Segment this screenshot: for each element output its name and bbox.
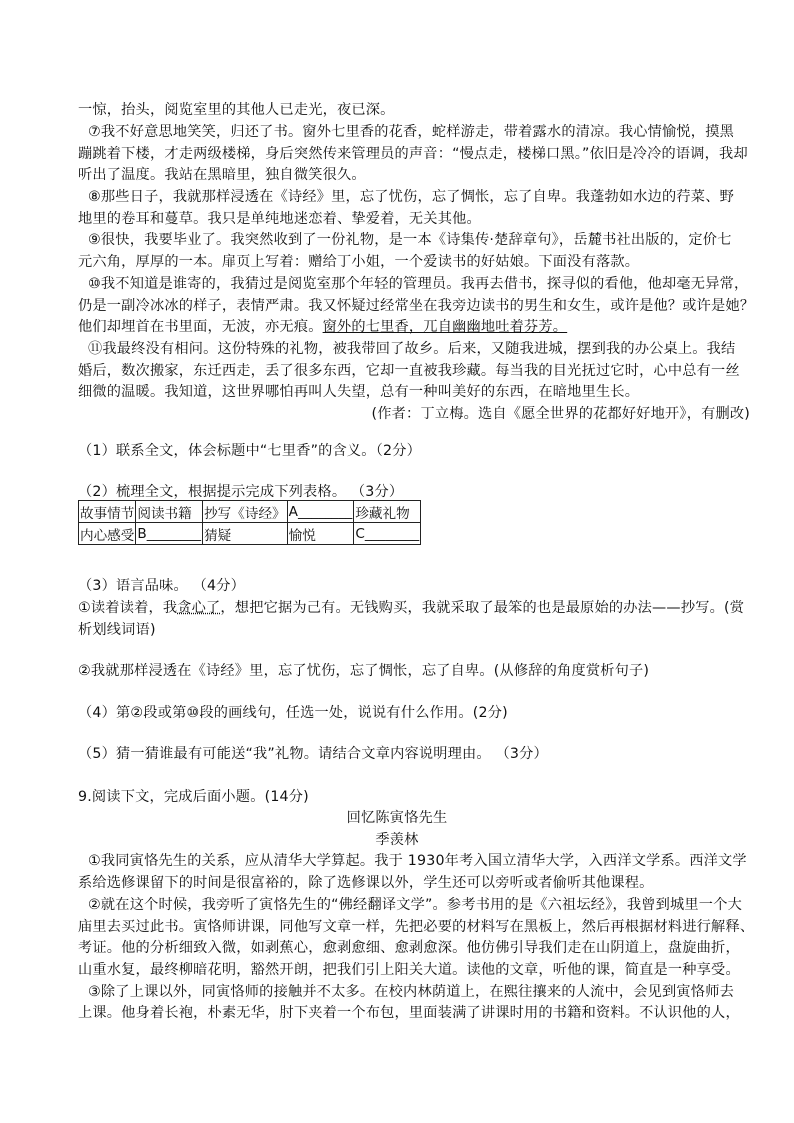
article-title: 回忆陈寅恪先生 — [346, 810, 448, 826]
plot-feeling-table — [78, 500, 421, 545]
story-line: 元六角，厚厚的一本。扉页上写着：赠给丁小姐，一个爱读书的好姑娘。下面没有落款。 — [78, 254, 640, 270]
article-line: 上课。他身着长袍，朴素无华，肘下夹着一个布包，里面装满了讲课时用的书籍和资料。不认识他的人， — [78, 1005, 740, 1021]
question-1: （1）联系全文，体会标题中“七里香”的含义。（2分） — [78, 443, 421, 459]
table-cell: C________ — [354, 523, 421, 545]
question-text: ，想把它据为己有。无钱购买，我就采取了最笨的也是最原始的办法——抄写。(赏 — [220, 600, 745, 616]
article-author: 季羡林 — [375, 832, 419, 848]
article-line: 庙里去买过此书。寅恪师讲课，同他写文章一样，先把必要的材料写在黑板上，然后再根据材料进行解释、 — [78, 919, 755, 935]
article-line: 系给选修课留下的时间是很富裕的，除了选修课以外，学生还可以旁听或者偷听其他课程。 — [78, 875, 654, 891]
article-paragraph-3: ③除了上课以外，同寅恪师的接触并不太多。在校内林荫道上，在熙往攘来的人流中，会见到寅恪师去 — [88, 984, 734, 1000]
question-5: （5）猜一猜谁最有可能送“我”礼物。请结合文章内容说明理由。 （3分） — [78, 746, 548, 762]
table-cell: B________ — [136, 523, 203, 545]
table-row — [79, 501, 421, 523]
story-line — [78, 316, 567, 336]
story-line: 地里的卷耳和蔓草。我只是单纯地迷恋着、挚爱着，无关其他。 — [78, 211, 481, 227]
underlined-sentence: 窗外的七里香，兀自幽幽地吐着芬芳。 — [322, 319, 568, 335]
source-note: (作者：丁立梅。选自《愿全世界的花都好好地开》，有删改) — [371, 406, 750, 422]
story-line: 细微的温暖。我知道，这世界哪怕再叫人失望，总有一种叫美好的东西，在暗地里生长。 — [78, 384, 640, 400]
article-paragraph-1: ①我同寅恪先生的关系，应从清华大学算起。我于 1930年考入国立清华大学，入西洋文学系。西洋文学 — [88, 853, 747, 869]
table-cell: 阅读书籍 — [136, 501, 203, 523]
story-line: 听出了温度。我站在黑暗里，独自微笑很久。 — [78, 167, 366, 183]
story-paragraph-8: ⑧那些日子，我就那样浸透在《诗经》里，忘了忧伤，忘了惆怅，忘了自卑。我蓬勃如水边的荇菜、野 — [88, 189, 734, 205]
table-row — [79, 523, 421, 545]
table-cell: 珍藏礼物 — [354, 501, 421, 523]
story-line: 仍是一副冷冰冰的样子，表情严肃。我又怀疑过经常坐在我旁边读书的男生和女生，或许是他？或许是她？ — [78, 298, 755, 314]
story-line: 蹦跳着下楼，才走两级楼梯，身后突然传来管理员的声音：“慢点走，楼梯口黑。”依旧是冷冷的语调，我却 — [78, 146, 748, 162]
question-3-1 — [78, 597, 744, 617]
question-2: （2）梳理全文，根据提示完成下列表格。 （3分） — [78, 484, 404, 500]
table-cell: 内心感受 — [79, 523, 136, 545]
article-line: 山重水复，最终柳暗花明，豁然开朗，把我们引上阳关大道。读他的文章，听他的课，简直是一种享受。 — [78, 962, 740, 978]
article-paragraph-2: ②就在这个时候，我旁听了寅恪先生的“佛经翻译文学”。参考书用的是《六祖坛经》，我曾到城里一个大 — [88, 897, 742, 913]
question-text: ①读着读着，我 — [78, 600, 178, 616]
story-line: 一惊，抬头，阅览室里的其他人已走光，夜已深。 — [78, 102, 395, 118]
story-line: 婚后，数次搬家，东迁西走，丢了很多东西，它却一直被我珍藏。每当我的目光抚过它时，心中总有一丝 — [78, 363, 740, 379]
question-3-1-cont: 析划线词语) — [78, 622, 156, 638]
table-cell: 愉悦 — [287, 523, 354, 545]
story-text: 他们却埋首在书里面，无波，亦无痕。 — [78, 319, 323, 335]
question-4: （4）第②段或第⑩段的画线句，任选一处，说说有什么作用。(2分) — [78, 705, 508, 721]
article-line: 考证。他的分析细致入微，如剥蕉心，愈剥愈细、愈剥愈深。他仿佛引导我们走在山阴道上，盘旋曲折， — [78, 940, 740, 956]
story-paragraph-10: ⑩我不知道是谁寄的，我猜过是阅览室那个年轻的管理员。我再去借书，探寻似的看他，他却毫无异常， — [88, 276, 749, 292]
table-cell: A________ — [287, 501, 354, 523]
story-paragraph-9: ⑨很快，我要毕业了。我突然收到了一份礼物，是一本《诗集传·楚辞章句》，岳麓书社出版的，定价七 — [88, 232, 732, 248]
question-3-2: ②我就那样浸透在《诗经》里，忘了忧伤，忘了惆怅，忘了自卑。(从修辞的角度赏析句子) — [78, 663, 650, 679]
dotted-word: 贪心了 — [177, 600, 221, 616]
table-cell: 故事情节 — [79, 501, 136, 523]
question-3: （3）语言品味。 （4分） — [78, 578, 246, 594]
table-cell: 抄写《诗经》 — [203, 501, 288, 523]
table-cell: 猜疑 — [203, 523, 288, 545]
story-paragraph-11: ⑪我最终没有相问。这份特殊的礼物，被我带回了故乡。后来，又随我进城，摆到我的办公桌上。我结 — [88, 341, 736, 357]
story-paragraph-7: ⑦我不好意思地笑笑，归还了书。窗外七里香的花香，蛇样游走，带着露水的清凉。我心情愉悦，摸黑 — [88, 124, 734, 140]
section-9-header: 9.阅读下文，完成后面小题。(14分) — [78, 789, 309, 805]
